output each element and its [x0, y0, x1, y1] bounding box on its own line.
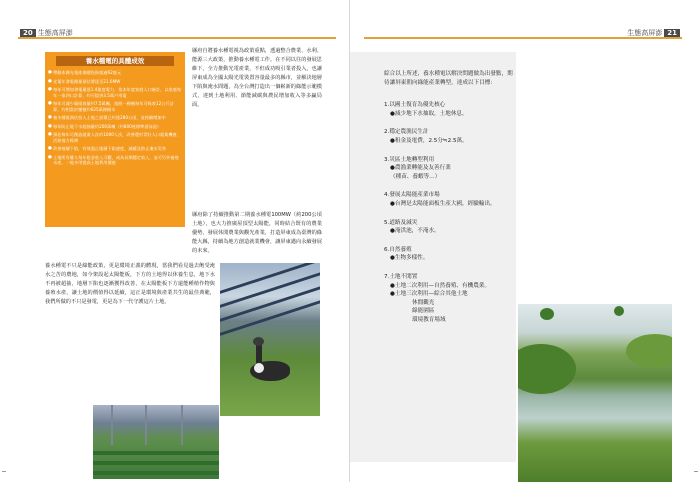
tree — [614, 306, 624, 316]
bullet-icon: ● — [48, 78, 52, 84]
goal-title: 4.發展太陽能產業市場 — [384, 192, 440, 199]
goal-detail: （種苗、養蝦等…） — [390, 173, 441, 180]
right-page — [350, 0, 700, 482]
goal-detail: ●租金及電費，2.5分≒2.5萬。 — [390, 137, 468, 144]
achievement-item: ● 土地所有權人每年租金收入可觀，成為長期穩定收入，並可另外養殖水產，一地多用提高土地利用價值 — [48, 154, 179, 166]
goal-item — [384, 191, 516, 208]
achievements-box — [45, 52, 185, 227]
goal-subdetail: 綠能園區 — [412, 308, 435, 315]
greenhouse-solar-photo — [93, 405, 219, 479]
bullet-icon: ● — [48, 154, 52, 160]
goal-item — [384, 246, 516, 263]
goal-item — [384, 128, 516, 145]
goals-intro: 綜合以上所述，養水種電以解決問題做為出發點，期待讓屏東朝向綠能產業轉型，達成以下目標： — [384, 71, 513, 86]
left-page-number: 20 — [20, 29, 36, 37]
bullet-icon: ● — [48, 132, 52, 138]
left-header-rule — [18, 37, 336, 39]
crop-row — [93, 471, 219, 475]
goal-detail: ●土地二次利用—自然養殖、有機農業。 — [390, 282, 490, 289]
goal-detail: ●土地三次利用—綜合其他土地 — [390, 291, 468, 298]
goal-title: 3.災區土地轉型利用 — [384, 156, 435, 163]
goal-item — [384, 156, 516, 182]
goal-detail: ●台灣是太陽能面板生產大國，經驗輸出。 — [390, 200, 496, 207]
goal-title: 5.道路及減災 — [384, 219, 418, 226]
goal-title: 7.土地不閒置 — [384, 273, 418, 280]
achievement-item: ● 光電年發電總量預估將達至21.6MW — [48, 78, 121, 84]
goal-title: 6.自然養殖 — [384, 246, 412, 253]
right-page-title: 生態高屏澎 — [627, 29, 663, 37]
goal-detail: ●生物多樣性。 — [390, 255, 429, 262]
bullet-icon: ● — [48, 70, 52, 75]
tree — [518, 344, 576, 394]
bullet-icon: ● — [48, 123, 52, 129]
greenhouse-beam — [111, 405, 113, 445]
achievement-item: ● 預估每年可創造就業人次約1000人次，改善農村青壯人口就業機會，活絡地方經濟 — [48, 132, 181, 143]
achievement-item: ● 帶動本縣光電產業總投資超過62億元 — [48, 70, 122, 75]
goal-detail: ●淹洪池，不淹水。 — [390, 228, 440, 235]
crop-row — [93, 461, 219, 465]
goal-title: 1.以國土復育為優先核心 — [384, 102, 446, 109]
bullet-icon: ● — [48, 115, 52, 121]
goal-title: 2.穩定農漁民生計 — [384, 129, 429, 136]
goals-list — [384, 70, 516, 334]
goal-item — [384, 101, 516, 118]
goal-detail: ●農漁業轉能及友善行業 — [390, 165, 451, 172]
paragraph-second-phase: 縣府除了持續推動第二期養水種電100MW（約200公頃土地），也大力推廣屋頂型太陽能，同時結合既有的農業優勢，發展休閒農業與觀光產業，打造屏東成為臺灣的綠能大縣，持續為地方創造就業機會，讓屏東邁向永續發展的未來。 — [192, 212, 322, 254]
achievement-item: ● 每年可減少碳排放量約7.5萬噸，依照一棵樹每年可吸收12公斤計算，約相當於種植約625萬棵樹木 — [48, 101, 174, 112]
bullet-icon: ● — [48, 101, 52, 107]
achievements-title: 養水種電的具體成效 — [56, 56, 174, 66]
wetland-pond-photo — [518, 304, 672, 482]
achievement-item: ● 改善地層下陷，有效遏止地層下陷速度，減緩及防止淹水災害 — [48, 146, 167, 152]
goal-subdetail: 休閒觀光 — [412, 299, 435, 306]
goose-under-solar-panels-photo — [220, 263, 320, 416]
bullet-icon: ● — [48, 87, 52, 93]
greenhouse-beam — [145, 405, 147, 445]
achievement-item: ● 每年可增加發電量達1.4億度電力，依本年度家庭人口統計，以家庭每年一家四口計算，約可提供3.5萬戶用電 — [48, 87, 182, 98]
goal-detail: ●減少地下水抽取，土地休息。 — [390, 110, 468, 117]
left-page-title: 生態高屏澎 — [37, 29, 73, 37]
paragraph-environmental-justice: 養水種電不只是綠能政策，更是環境正義的體現，當我們看見過去飽受淹水之苦的農地，如今架設起太陽能板，下方的土地得以休養生息，地下水不再被超抽，地層下陷也逐漸獲得改善，在太陽能板下方還能種植作物與養殖水產，讓土地的價值得以延續，這正是環境與產業共生的最佳典範，我們所做的不只是發電，更是為下一代守護這片土地。 — [45, 263, 215, 305]
goal-subdetail: 環境教育場域 — [412, 316, 446, 323]
goal-item — [384, 219, 516, 236]
tree — [540, 308, 554, 320]
greenhouse-beam — [181, 405, 183, 445]
crop-mark — [2, 471, 6, 472]
goal-item — [384, 273, 516, 325]
achievement-item: ● 每年防止地下水超抽量約200萬噸（約800座標準游泳池） — [48, 123, 162, 129]
right-header-rule — [364, 37, 682, 39]
bullet-icon: ● — [48, 146, 52, 152]
paragraph-intro: 縣府自將養水種電視為政策重點，透過整合農業、水利、能源三大政策，推動養水種電工作。在不同以往的發展思維下，全力推動光電產業，不但成功吸引業者投入，也讓屏東成為全國太陽光電裝置容量最多的縣市，並解決地層下陷與淹水問題，為全台灣打造出一個嶄新的綠能示範模式，達到土地利用、節能減碳與農民增加收入等多贏局面。 — [192, 48, 322, 108]
tree — [626, 334, 672, 368]
right-page-number: 21 — [664, 29, 680, 37]
goose-chest — [254, 363, 264, 373]
crop-mark — [694, 471, 698, 472]
goose-head — [253, 337, 264, 346]
achievement-item: ● 養水種電預估投入土地之面積已約達280公頃，並持續增加中 — [48, 115, 166, 121]
crop-row — [93, 451, 219, 455]
